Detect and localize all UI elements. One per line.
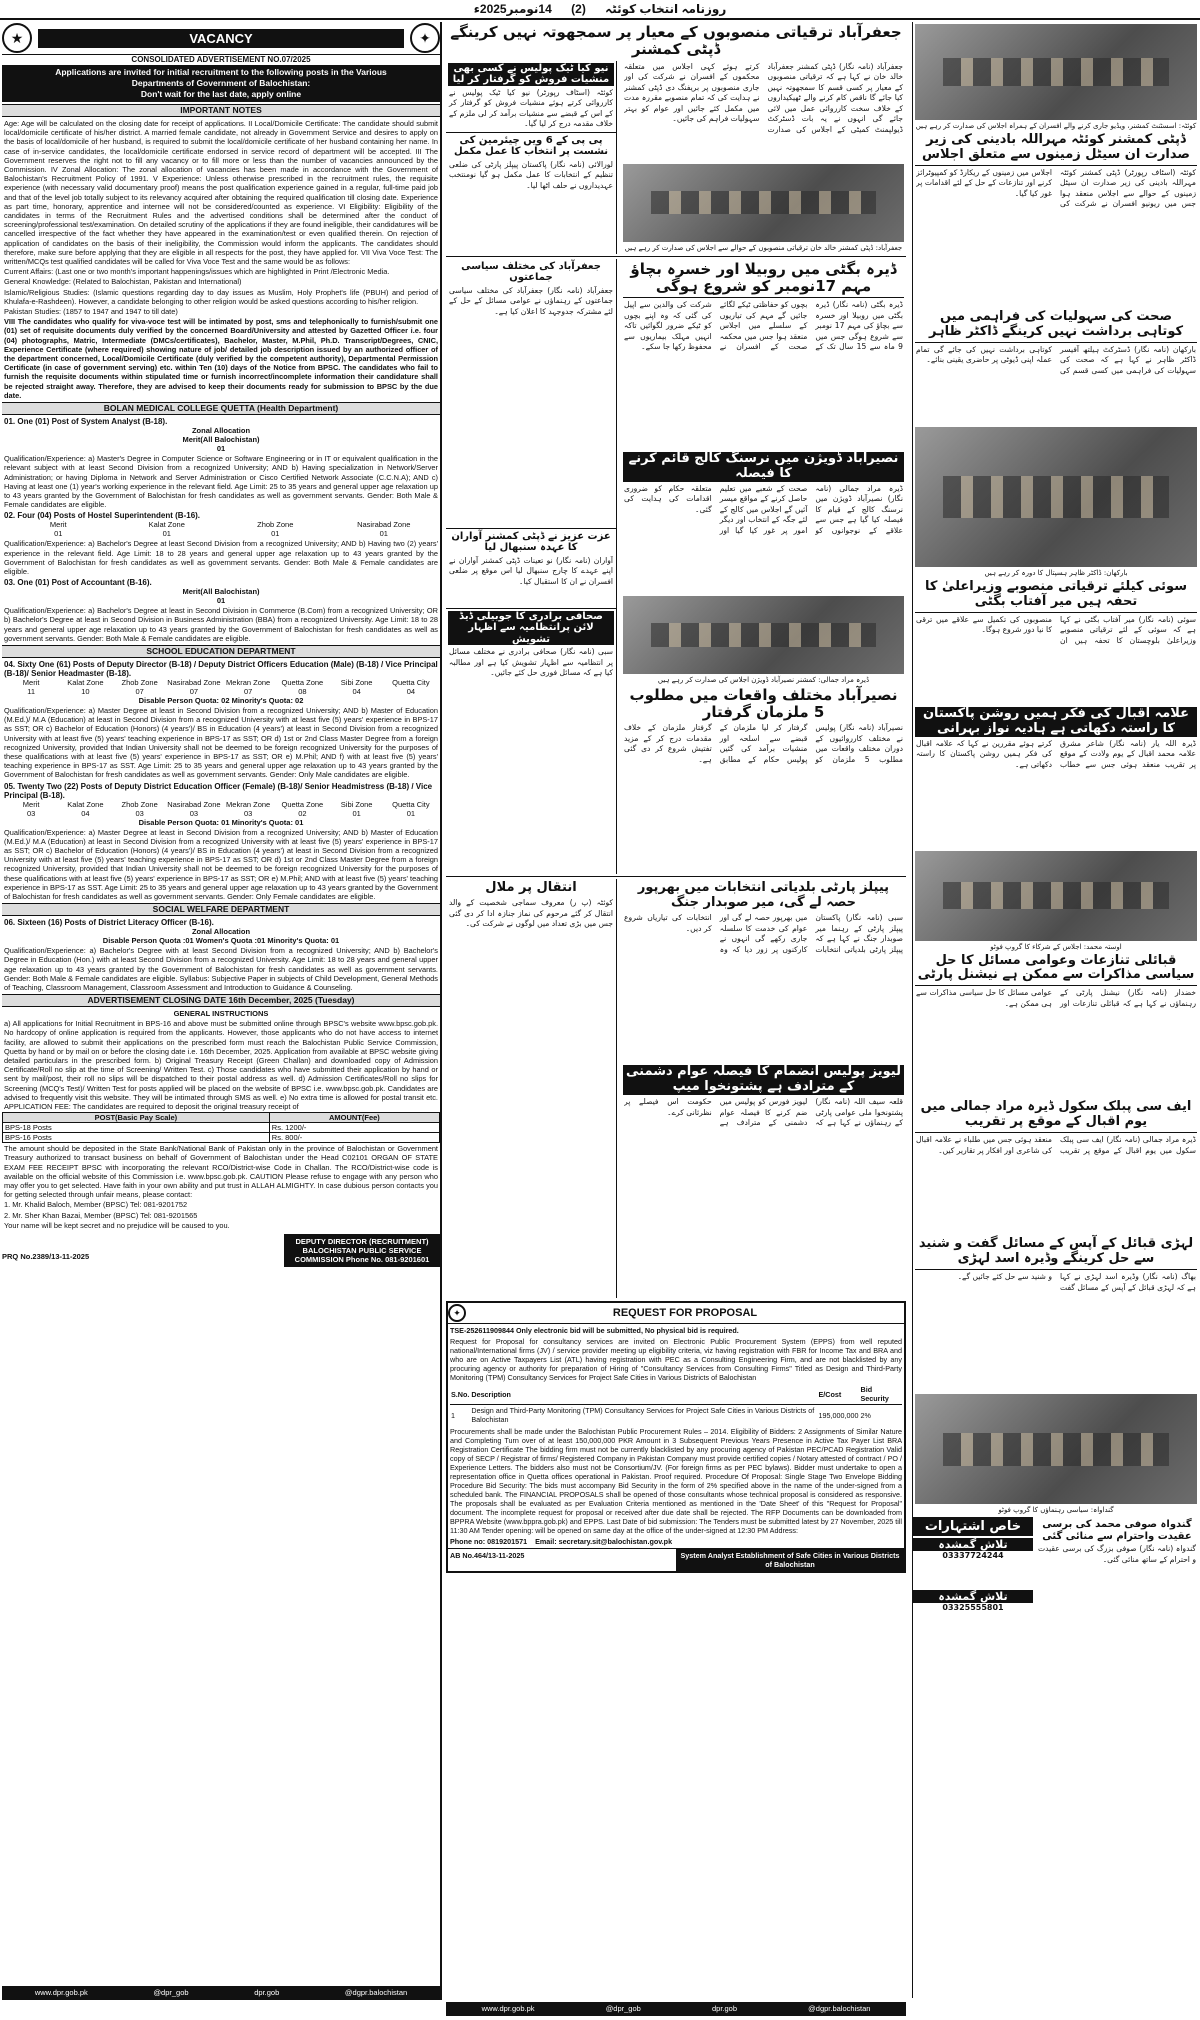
rfp-col-security: Bid Security [860,1384,903,1405]
government-logo-icon: ✦ [448,1304,466,1322]
contact-2: 2. Mr. Sher Khan Bazai, Member (BPSC) Tel: 081-9201565 [4,1210,198,1220]
zone-value: 03 [135,808,144,818]
right-body-6: ڈیرہ مراد جمالی (نامہ نگار) ایف سی پبلک سکول میں یوم اقبال کے موقع پر تقریب منعقد ہوئی جس میں طلباء نے علامہ اقبال کی شاعری اور افکار پر تقاریر کیں۔ [916,1135,1196,1155]
post-04-title: 04. Sixty One (61) Posts of Deputy Director (B-18) / Deputy District Officers Education (Male) (B-18) / Vice Principal (B-18)/ Senior Headmaster (B-18). [4,659,438,678]
post-05-title: 05. Twenty Two (22) Posts of Deputy District Education Officer (Female) (B-18)/ Senior Headmistress (B-18) / Vice Principal (B-18). [4,781,433,800]
signature-box: DEPUTY DIRECTOR (RECRUITMENT) BALOCHISTAN PUBLIC SERVICE COMMISSION Phone No. 081-9201601 [284,1234,440,1267]
post-06-text: Qualification/Experience: a) Bachelor's Degree with at least Second Division from a recognized University; AND b) Bachelor's Degree in Education (Hon.) with at least Second Division from a recognized University. Age Limit: 18 to 28 years and general upper age relaxation up to 43 years granted by the Government of Balochistan for fresh candidates as well as government servants. Gender: Both Male & Female candidates are eligible. Syllabus: Subjective Paper in subjects of Child Development, General Methods of Teaching, Classroom Management, Classroom Assessment and Introduction to Guidance & Counseling. [4,946,438,992]
dept-bmc-heading: BOLAN MEDICAL COLLEGE QUETTA (Health Department) [2,402,440,415]
right-body-1: کوئٹہ (اسٹاف رپورٹر) ڈپٹی کمشنر کوئٹہ مہراللہ بادینی کی زیر صدارت ان سیٹل زمینوں کے حوالے سے اجلاس منعقد ہوا جس میں ریونیو افسران نے شرکت کی اجلاس میں زمینوں کے ریکارڈ کو کمپیوٹرائز کرنے اور تنازعات کے حل کے لئے اقدامات پر غور کیا گیا۔ [916,167,1196,209]
post-03-merit-value: 01 [216,596,226,606]
zone-value: 11 [27,686,36,696]
footer-instagram: @dgpr.balochistan [344,1988,408,1997]
right-headline-2: صحت کی سہولیات کی فراہمی میں کوتاہی برداشت نہیں کرینگے ڈاکٹر ظاہر [915,310,1197,343]
post-01-merit: Merit(All Balochistan) [182,435,260,445]
masthead [0,0,1200,20]
banner-line-3: Don't wait for the last date, apply online [140,89,302,99]
right-bottom-headline: گندواہ صوفی محمد کی برسی عقیدت واحترام سے منائی گئی [1042,1519,1192,1542]
rfp-ab-number: AB No.464/13-11-2025 [450,1551,525,1561]
fee-col-amount: AMOUNT(Fee) [269,1113,439,1123]
footer-instagram: @dgpr.balochistan [808,2004,871,2013]
zone-value: 07 [243,686,253,696]
post-05-quota: Disable Person Quota: 01 Minority's Quota: 01 [138,817,304,827]
rfp-system-analyst: System Analyst Establishment of Safe Cities in Various Districts of Balochistan [676,1549,904,1571]
mid-photo-1 [623,164,904,242]
post-03-title: 03. One (01) Post of Accountant (B-16). [4,578,152,588]
side3-body: جعفرآباد (نامہ نگار) جعفرآباد کی مختلف سیاسی جماعتوں کے رہنماؤں نے عوامی مسائل کے حل کے لئے مشترکہ جدوجہد کا اعلان کیا ہے۔ [449,285,613,316]
rfp-phone: Phone no: 0819201571 [450,1537,528,1547]
right-headline-1: ڈپٹی کمشنر کوئٹہ مہراللہ بادینی کی زیر صدارت ان سیٹل زمینوں سے متعلق اجلاس [915,133,1197,166]
right-bottom-body: گندواہ (نامہ نگار) صوفی بزرگ کی برسی عقیدت و احترام کے ساتھ منائی گئی۔ [1038,1544,1196,1564]
post-06-zone: Zonal Allocation [191,927,251,937]
footer-twitter: @dpr_gob [605,2004,641,2013]
contact-1: 1. Mr. Khalid Baloch, Member (BPSC) Tel: 081-9201752 [4,1200,188,1210]
right-photo-4-caption: گنداواہ: سیاسی رہنماؤں کا گروپ فوٹو [998,1506,1114,1515]
side5-body: سبی (نامہ نگار) صحافی برادری نے مختلف مسائل پر انتظامیہ سے اظہار تشویش کیا ہے اور مطالبہ کیا ہے کہ مسائل فوری حل کئے جائیں۔ [449,647,613,677]
dept-social-heading: SOCIAL WELFARE DEPARTMENT [2,903,440,916]
mid-main-story [621,61,906,254]
bpsc-logo-icon: ★ [2,23,32,53]
right-body-4: ڈیرہ اللہ یار (نامہ نگار) شاعر مشرق علامہ محمد اقبال کے یوم ولادت کے موقع پر تقریب منعقد ہوئی جس سے خطاب کرتے ہوئے مقررین نے کہا کہ علامہ اقبال کی فکر ہمیں روشن پاکستان کا راستہ دکھاتی ہے۔ [916,738,1196,769]
side2-headline: پی پی کے 6 ویں چیئرمین کی نشست پر انتخاب کا عمل مکمل [453,134,609,157]
rfp-table [450,1384,902,1425]
footer-website: www.dpr.gob.pk [34,1988,88,1997]
zone-header: Sibi Zone [340,677,373,687]
post-03-merit: Merit(All Balochistan) [182,587,260,597]
zone-header: Nasirabad Zone [357,520,411,530]
rfp-col-description: Description [470,1384,817,1405]
side6-headline: انتقال پر ملال [485,880,577,896]
rfp-body: Procurements shall be made under the Balochistan Public Procurement Rules – 2014. Eligibility of Bidders: 2 Assignments of Similar Nature and Completing Turn over of at least 150,000,000 PKR Amount in 3 Subsequent Previous Years Presence in Active Tax Payer List BRA Registration Certificate The bidding firm must not be currently blacklisted by any procuring agency of Pakistan PEC/PCAD Registration Valid copy of SECP / Registrar of firms/ Registered Company in Pakistan Company must provide certified copies / Notary attested of contract / PO / Experience Letters. The bidders also must not be Consortium/JV. (For foreign firms as per PEC bylaws). Bidder must undertake to open a representation office in Quetta offices operational in Pakistan. Proof required. Procedure Of Proposal: Single Stage Two Envelope Bidding Procedure Bid Security: The bids must accompany Bid Security in the form of 2% specified above in the name of the under-signed from a scheduled bank. The FINANCIAL PROPOSALS shall be opened of those consultants whose technical proposal is considered as responsive. The proposals shall be evaluated as per Evaluation Criteria mentioned as mentioned in the 'Date Sheet' of this "Request for Proposal" document. The incomplete request for proposal or received after due date shall be rejected. The RFP Documents can be downloaded from BPPRA Website (www.bppra.gob.pk) and EPPS. Last Date of bid submission: The Tenders must be submitted latest by 27 November, 2025 till 11:30 AM Tender opening: will be opened on same day at the office of the under-signed at 12:30 PM Address: [450,1427,902,1536]
footer-twitter: @dpr_gob [153,1988,189,1997]
right-photo-4 [915,1394,1197,1504]
mid-body-4: نصیرآباد (نامہ نگار) پولیس نے مختلف کارروائیوں کے دوران مختلف واقعات میں مطلوب 5 ملزمان کو گرفتار کر لیا ملزمان کے قبضے سے اسلحہ اور منشیات برآمد کی گئیں پولیس حکام کے مطابق گرفتار ملزمان کے خلاف مقدمات درج کر کے مزید تفتیش شروع کر دی گئی ہے۔ [624,723,903,764]
zone-header: Kalat Zone [67,677,104,687]
mid-row-3-main [621,879,906,1298]
fee-post: BPS-18 Posts [3,1123,270,1133]
rfp-col-sno: S.No. [450,1384,470,1405]
closing-date: ADVERTISEMENT CLOSING DATE 16th December, 2025 (Tuesday) [2,994,440,1007]
post-06-title: 06. Sixteen (16) Posts of District Literacy Officer (B-16). [4,918,214,928]
notes-text: Age: Age will be calculated on the closing date for receipt of applications. II Local/Domicile Certificate: The candidate should submit local/domicile certificate of his/her district. A married female candidate, not already in Government Service and desires to apply on the basis of local/domicile of her husband, is required to submit the local/domicile certificate of her husband containing her name. In case of in-service candidates, the local/domicile certificate endorsed in service record of department will be accepted. III The Government reserves the right not to fill any vacancy or to fill more or less than the number of vacancies announced by the Commission. IV Zonal Allocation: The zonal allocation of vacancies has been made in accordance with the Government of Balochistan's Recruitment Policy of 1991. V Experience: Unless otherwise prescribed in the recruitment rules, the requisite experience (with necessary valid documentary proof) means the post qualification experience gained in a regular, full-time paid job and that of the level job totally subject to its relevancy acquired after obtaining the required qualification till closing date. Experience as part time, honorary, apprentice and internee will not be considered/counted as experience. VI Eligibility: Eligibility of the candidates in terms of the Recruitment Rules and the advertised conditions shall be determined after the conduct of screening/professional test/examination. On detailed scrutiny of the applications if they are found ineligible, their candidatures will be cancelled irrespective of the fact whether they have appeared in the examination/test or even qualified therein. On rejection of application of candidates on the basis of their ineligibility, the Commission would inform the applicants. The candidates should therefore, make sure before applying that they are eligible in all respects for the post, they have applied for. VII Viva Voce Test: The written/MCQs test qualified candidates will be called for Viva Voce Test and the same would be as follows: [4,119,438,267]
classified-story [1035,1517,1199,1695]
zone-header: Kalat Zone [148,520,185,530]
viii-text: VIII The candidates who qualify for viva-voce test will be intimated by post, sms and telephonically to furnish/submit one (01) set of requisite documents duly verified by the concerned Board/University and attested by Gazetted Officer i.e. four (04) photographs, Matric, Intermediate (DMCs/certificates), Bachelor, Master, M.Phil, Ph.D. Transcript/Degrees, CNIC, Experience Certificate (where required) showing nature of job/ detailed job description issued by an authorized officer of the department concerned, Local/Domicile Certificate (duly verified by the competent authority), Departmental Permission Certificate (in case of government serving) etc. within Ten (10) days of the Notice from BPSC. The candidates who fail to furnish the requisite documents within stipulated time or furnish incorrect/incomplete information their candidature shall be rejected straight away. Therefore, they are advised to keep their documents ready for submission to BPSC by the due date. [4,317,438,400]
post-04-zone-values [4,687,438,696]
right-headline-6: ایف سی پبلک سکول ڈیرہ مراد جمالی میں یوم اقبال کے موقع پر تقریب [915,1100,1197,1133]
table-row [3,1123,440,1133]
mid-top-row [446,61,906,254]
rfp-contact [450,1537,902,1546]
post-05-zone-headers [4,800,438,809]
mid-top-body: جعفرآباد (نامہ نگار) ڈپٹی کمشنر جعفرآباد خالد خان نے کہا ہے کہ ترقیاتی منصوبوں کے معیار پر کسی قسم کا سمجھوتہ نہیں کیا جائے گا ناقص کام کرنے والے ٹھیکیداروں کے خلاف سخت کارروائی عمل میں لائی جائے گی انہوں نے یہ بات ڈسٹرکٹ ڈیولپمنٹ کمیٹی کے اجلاس کی صدارت کرتے ہوئے کہی اجلاس میں متعلقہ محکموں کے افسران نے شرکت کی اور جاری منصوبوں پر بریفنگ دی ڈپٹی کمشنر نے ہدایت کی کہ تمام منصوبے مقررہ مدت میں مکمل کئے جائیں اور عوام کو بہتر سہولیات فراہم کی جائیں۔ [624,61,903,134]
zone-value: 03 [243,808,253,818]
right-headline-7: لہڑی قبائل کے آپس کے مسائل گفت و شنید سے حل کرینگے وڈیرہ اسد لہڑی [915,1237,1197,1270]
zone-header: Merit [22,677,40,687]
classified-2-phone: 03325555801 [942,1603,1004,1613]
rfp-advertisement [446,1301,906,1573]
advertisement-number: CONSOLIDATED ADVERTISEMENT NO.07/2025 [131,55,311,64]
rfp-col-cost: E/Cost [818,1384,860,1405]
post-04-text: Qualification/Experience: a) Master Degree at least in Second Division from a recognized University; AND b) Master of Education (M.Ed.)/ M.A (Education) at least in Second Division from a recognized University with at least five (5) years' experience in BPS-17 as SST; OR c) Bachelor of Education (Honors) (4 years')/ BS in Education (4 years') at least in Second Division from a recognized University with at least five (5) years' teaching experience in BPS-17 as SST; OR d) 1st or 2nd Class Master Degree from a foreign recognized University, provided that Indian University shall not be deemed to be foreign recognized University for the purposes of these qualifications with at least five (5) years' experience in BPS-17 as SST; OR e) M.Phil; AND f) with at least five (5) years' teaching experience in BPS-17 as SST. Age Limit: 25 to 35 years and general upper age relaxation up to 43 years granted by the Government of Balochistan for fresh candidates as well as government servants. Gender: Only Male candidates are eligible. [4,705,438,780]
mid-body-5: سبی (نامہ نگار) پاکستان پیپلز پارٹی کے رہنما میر صوبدار جنگ نے کہا ہے کہ پیپلز پارٹی بلدیاتی انتخابات میں بھرپور حصہ لے گی اور عوام کی خدمت کا سلسلہ جاری رکھے گی انہوں نے کارکنوں پر زور دیا کہ وہ انتخابات کی تیاریاں شروع کر دیں۔ [624,913,903,954]
masthead-paper: روزنامہ انتخاب کوئٹہ [605,2,727,16]
fee-table-header [3,1113,440,1123]
zone-value: 07 [189,686,199,696]
side6-body: کوئٹہ (پ ر) معروف سماجی شخصیت کے والد انتقال کر گئے مرحوم کی نماز جنازہ ادا کر دی گئی جس میں بڑی تعداد میں لوگوں نے شرکت کی۔ [449,898,613,929]
masthead-page: (2) [571,2,586,16]
zone-value: 10 [81,686,90,696]
vacancy-footer-bar [2,1986,440,2000]
contact-note: Your name will be kept secret and no prejudice will be caused to you. [4,1220,230,1230]
classified-2-title: تلاش گمشدہ [913,1590,1033,1603]
divider [446,528,616,529]
classified-ads [913,1517,1033,1695]
zone-header: Quetta Zone [281,677,324,687]
zone-header: Quetta City [392,677,430,687]
mid-photo-2-caption: ڈیرہ مراد جمالی: کمشنر نصیرآباد ڈویژن اجلاس کی صدارت کر رہے ہیں [657,675,870,684]
mid-row-3-side [446,879,617,1298]
table-row [450,1405,902,1426]
zone-header: Zhob Zone [121,677,158,687]
zone-header: Merit [49,520,67,530]
vacancy-title: VACANCY [38,29,404,48]
classified-1-title: تلاش گمشدہ [913,1538,1033,1551]
right-headline-3: سوئی کیلئے ترقیاتی منصوبے وزیراعلیٰ کا تحفہ ہیں میر آفتاب بگٹی [915,580,1197,613]
instructions-text: a) All applications for Initial Recruitment in BPS-16 and above must be submitted online through BPSC's website www.bpsc.gob.pk. No hardcopy of online application is required from the applicants. However, those applicants who do not have access to internet facility, are allowed to submit their applications on the prescribed form must reach the Balochistan Public Service Commission, Quetta by hand or by mail on or before the closing date i.e. 16th December, 2025. Application from available at BPSC website giving detailed particulars in the prescribed form. b) Original Treasury Receipt (Green Challan) and downloaded copy of Admission Certificate/Roll no slip at the time of Screening/ Written Test. c) Those candidates who have submitted their application by hand or sent by mail/post, their roll no slips will be dispatched to their postal address as well. d) Admission Certificates/Roll no slips for Screening (MCQ's Test)/ Written Test for posts applied will be placed on the website of BPSC i.e. www.bpsc.gob.pk. Candidates are advised to frequently visit this website. They will be intimated through SMS as well. e) No extra time is allowed for postal transit etc. APPLICATION FEE: The candidates are required to deposit the original treasury receipt of [4,1019,438,1112]
mid-row-3 [446,879,906,1298]
prq-number: PRQ No.2389/13-11-2025 [2,1252,90,1262]
divider [446,608,616,609]
general-instructions-heading: GENERAL INSTRUCTIONS [173,1009,269,1019]
vacancy-advertisement [2,22,442,2000]
zone-header: Sibi Zone [340,799,373,809]
rfp-bottom [448,1548,904,1571]
middle-news-column [446,22,906,1998]
signature-block [2,1234,440,1267]
mid-body-3: ڈیرہ مراد جمالی (نامہ نگار) نصیرآباد ڈویژن میں نرسنگ کالج کے قیام کا فیصلہ کیا گیا ہے جس سے علاقے کے نوجوانوں کو صحت کے شعبے میں تعلیم حاصل کرنے کے مواقع میسر آئیں گے اجلاس میں کالج کے لئے جگہ کے انتخاب اور دیگر امور پر غور کیا گیا اور متعلقہ حکام کو ضروری اقدامات کی ہدایت کی گئی۔ [624,483,903,535]
mid-body-2: ڈیرہ بگٹی (نامہ نگار) ڈیرہ بگٹی میں روبیلا اور خسرہ سے بچاؤ کی مہم 17 نومبر سے شروع ہوگی جس میں 9 ماہ سے 15 سال تک کے بچوں کو حفاظتی ٹیکے لگائے جائیں گے مہم کی تیاریوں کے سلسلے میں اجلاس منعقد ہوا جس میں محکمہ صحت کے افسران نے شرکت کی والدین سے اپیل کی گئی کہ وہ اپنے بچوں کو ٹیکے ضرور لگوائیں تاکہ انہیں مہلک بیماریوں سے محفوظ رکھا جا سکے۔ [624,300,903,351]
footer-website: www.dpr.gob.pk [481,2004,535,2013]
side2-body: لورالائی (نامہ نگار) پاکستان پیپلز پارٹی کی ضلعی تنظیم کے انتخابات کا عمل مکمل ہو گیا نومنتخب عہدیداروں نے حلف اٹھا لیا۔ [449,159,613,190]
right-body-3: سوئی (نامہ نگار) میر آفتاب بگٹی نے کہا ہے کہ سوئی کے لئے ترقیاتی منصوبے وزیراعلیٰ بلوچستان کا تحفہ ہیں ان منصوبوں کی تکمیل سے علاقے میں ترقی کا نیا دور شروع ہوگا۔ [916,614,1196,645]
rfp-cell: 1 [451,1410,455,1420]
mid-side-stories [446,61,617,254]
zone-value: 07 [135,686,144,696]
zone-value: 02 [298,808,307,818]
banner-line-2: Departments of Government of Balochistan: [131,78,311,88]
post-01-title: 01. One (01) Post of System Analyst (B-18). [4,417,168,427]
general-knowledge: General Knowledge: (Related to Balochistan, Pakistan and International) [4,277,242,287]
zone-value: 01 [162,529,171,539]
post-05-zone-values [4,809,438,818]
post-05-text: Qualification/Experience: a) Master Degree at least in Second Division from a recognized University; AND b) Master of Education (M.Ed.)/ M.A (Education) at least in Second Division from a recognized University with at least five (5) years' experience in BPS-17 as SST; OR c) Bachelor of Education (Honors) (4 years')/ BS in Education (4 years') at least in Second Division from a recognized University with at least five (5) years' teaching experience in BPS-17 as SST; OR d) 1st or 2nd Class Master Degree from a foreign recognized University, provided that Indian University shall not be deemed to be foreign recognized University for the purposes of these qualifications with at least five (5) years' experience in BPS-17 as SST; OR e) M.Phil; AND with at least five (5) years' teaching experience in BPS-17 as SST. Age Limit: 25 to 35 years and general upper age relaxation up to 43 years granted by the Government of Balochistan for fresh candidates as well as government servants. Gender: Only Female candidates are eligible. [4,827,438,901]
zone-value: 04 [352,686,361,696]
zone-value: 01 [406,808,416,818]
rfp-cell: 195,000,000 [818,1410,859,1420]
post-01-text: Qualification/Experience: a) Master's Degree in Computer Science or Software Engineering or in IT or equivalent qualification in the relevant subject with at least Second Division from a recognized University; AND b) Having specialization in Network/Server Administration; or having Diploma in Network and Server Administration or Cisco Certified Network Associate (C.C.N.A); AND c) Having at least one (1) year's working experience in the relevant field. Age Limit: 25 to 35 years and general upper age relaxation up to 43 years granted by the Government of Balochistan for fresh candidates as well as government servants. Gender: Both Male & Female candidates are eligible. [4,454,438,510]
mid-headline-2: ڈیرہ بگٹی میں روبیلا اور خسرہ بچاؤ مہم 17نومبر کو شروع ہوگی [623,261,904,299]
vacancy-banner [2,65,440,102]
post-01-zone: Zonal Allocation [191,426,251,436]
right-headline-4: علامہ اقبال کی فکر ہمیں روشن پاکستان کا راستہ دکھاتی ہے ہادیہ نواز بہرانی [915,707,1197,737]
mid-headline-3: نصیرآباد ڈویژن میں نرسنگ کالج قائم کرنے کا فیصلہ [623,452,904,482]
fee-post: BPS-16 Posts [3,1133,270,1143]
post-02-title: 02. Four (04) Posts of Hostel Superintendent (B-16). [4,511,201,521]
zone-header: Nasirabad Zone [167,799,221,809]
right-news-column [912,22,1199,1998]
post-02-zone-headers [4,520,438,529]
right-photo-2-caption: بارکھان: ڈاکٹر ظاہر ہسپتال کا دورہ کر رہے ہیں [984,568,1128,577]
side4-body: آواران (نامہ نگار) نو تعینات ڈپٹی کمشنر آواران نے اپنے عہدے کا چارج سنبھال لیا اس موقع پر ضلعی افسران نے ان کا استقبال کیا۔ [449,555,613,586]
rfp-title: REQUEST FOR PROPOSAL [612,1307,758,1320]
zone-header: Mekran Zone [226,677,271,687]
zone-header: Zhob Zone [121,799,158,809]
mid-headline-5: پیپلز پارٹی بلدیاتی انتخابات میں بھرپور حصہ لے گی، میر صوبدار جنگ [637,880,890,911]
zone-header: Kalat Zone [67,799,104,809]
right-photo-1 [915,24,1197,120]
zone-header: Mekran Zone [226,799,271,809]
mid-body-6: قلعہ سیف اللہ (نامہ نگار) پشتونخوا ملی عوامی پارٹی کے رہنماؤں نے کہا ہے کہ لیویز فورس کو پولیس میں ضم کرنے کا فیصلہ عوام دشمنی کے مترادف ہے حکومت اس فیصلے پر نظرثانی کرے۔ [624,1097,903,1128]
rfp-intro: Request for Proposal for consultancy services are invited on Electronic Public Procurement System (EPPS) from well reputed national/International firms (JV) / service provider meeting up eligibility criteria, viz having registration with FBR for Income Tax and BRA and who are on Active Taxpayers List (ATL) having registration with PEC as a Consulting Engineering Firm, and are not blacklisted by any procuring agency or authority for preparation of Hiring of "Consultancy Services from Consulting Firms" Titled as Design and Third-Party Monitoring (TPM) Consultancy Services for Project Safe Cities in Various Districts of Balochistan [450,1337,902,1383]
classified-1-phone: 03337724244 [942,1551,1004,1561]
right-photo-2 [915,427,1197,567]
divider [446,256,906,257]
islamic-studies: Islamic/Religious Studies: (Islamic questions regarding day to day issues as Muslim, Holy Prophet's life (PBUH) and period of Khulafa-e-Rashdeen). However, a candidate belonging to other religion would be asked questions according to his/her religion. [4,287,438,306]
current-affairs: Current Affairs: (Last one or two month's important happenings/issues which are highlighted in Print /Electronic Media. [4,267,390,277]
rfp-footer-bar [446,2002,906,2016]
fee-col-post: POST(Basic Pay Scale) [3,1113,270,1123]
side4-headline: عزت عزیز نے ڈپٹی کمشنر آواران کا عہدہ سنبھال لیا [451,530,611,553]
balochistan-logo-icon: ✦ [410,23,440,53]
classified-section [913,1517,1199,1695]
zone-value: 04 [406,686,416,696]
fee-amount: Rs. 800/- [269,1133,439,1143]
side1-body: کوئٹہ (اسٹاف رپورٹر) نیو کیا ٹیک پولیس نے کارروائی کرتے ہوئے منشیات فروش کو گرفتار کر کے اس کے قبضے سے منشیات برآمد کر لی ملزم کے خلاف مقدمہ درج کر لیا گیا۔ [449,87,613,128]
dept-school-heading: SCHOOL EDUCATION DEPARTMENT [2,645,440,658]
vacancy-header [2,22,440,55]
banner-line-1: Applications are invited for initial recruitment to the following posts in the Various [55,67,387,77]
rfp-table-header [450,1384,902,1405]
rfp-cell: Design and Third-Party Monitoring (TPM) Consultancy Services for Project Safe Cities in Various Districts of Balochistan [471,1406,815,1425]
important-notes-heading: IMPORTANT NOTES [2,104,440,117]
zone-value: 04 [81,808,90,818]
rfp-cell: 2% [860,1410,871,1420]
right-body-2: بارکھان (نامہ نگار) ڈسٹرکٹ ہیلتھ آفیسر ڈاکٹر ظاہر نے کہا ہے کہ صحت کی سہولیات کی فراہمی میں کسی قسم کی کوتاہی برداشت نہیں کی جائے گی تمام عملہ اپنی ڈیوٹی پر حاضری یقینی بنائے۔ [916,344,1196,375]
zone-header: Merit [22,799,40,809]
post-06-quota: Disable Person Quota :01 Women's Quota :01 Minority's Quota: 01 [102,936,340,946]
post-02-zone-values [4,529,438,538]
mid-photo-2 [623,596,904,674]
zone-value: 01 [352,808,361,818]
post-02-text: Qualification/Experience: a) Bachelor's Degree at least Second Division from a recognized University; AND b) Having two (2) years' experience in the relevant field. Age Limit: 18 to 28 years and general upper age relaxation up to 43 years granted by the Government of Balochistan for fresh candidates as well as government servants. Gender: Both Male & Female candidates are eligible. [4,539,438,576]
mid-top-headline: جعفرآباد ترقیاتی منصوبوں کے معیار پر سمجھوتہ نہیں کرینگے ڈپٹی کمشنر [450,23,902,59]
classified-title: خاص اشتہارات [913,1517,1033,1536]
mid-row-2-main [621,259,906,875]
post-04-quota: Disable Person Quota: 02 Minority's Quota: 02 [138,695,304,705]
right-photo-3 [915,851,1197,941]
zone-value: 01 [54,529,63,539]
mid-headline-6: لیویز پولیس انضمام کا فیصلہ عوام دشمنی کے مترادف ہے پشتونخوا میپ [623,1065,904,1095]
post-03-text: Qualification/Experience: a) Bachelor's Degree at least in Second Division in Commerce (B.Com) from a recognized University; OR b) Bachelor's Degree at least in Second Division in Business Administration (BBA) from a recognized University. Age Limit: 18 to 28 years and general upper age relaxation up to 43 years granted by the Government of Balochistan for fresh candidates as well as government servants. Gender: Both Male & Female candidates are eligible. [4,606,438,643]
zone-value: 01 [271,529,280,539]
masthead-date: 14نومبر2025ء [473,2,552,16]
right-body-7: بھاگ (نامہ نگار) وڈیرہ اسد لہڑی نے کہا ہے کہ لہڑی قبائل کے آپس کے مسائل گفت و شنید سے حل کئے جائیں گے۔ [957,1272,1196,1292]
zone-header: Zhob Zone [257,520,294,530]
divider [446,132,616,133]
right-headline-5: قبائلی تنازعات وعوامی مسائل کا حل سیاسی مذاکرات سے ممکن ہے نیشنل پارٹی [915,954,1197,987]
side3-headline: جعفرآباد کی مختلف سیاسی جماعتوں [461,260,601,283]
zone-header: Nasirabad Zone [167,677,221,687]
right-photo-3-caption: اوستہ محمد: اجلاس کے شرکاء کا گروپ فوٹو [990,942,1122,951]
fee-amount: Rs. 1200/- [269,1123,439,1133]
post-04-zone-headers [4,678,438,687]
zone-header: Quetta City [392,799,430,809]
zone-value: 03 [26,808,36,818]
mid-photo-1-caption: جعفرآباد: ڈپٹی کمشنر خالد خان ترقیاتی منصوبوں کے حوالے سے اجلاس کی صدارت کر رہے ہیں [624,243,903,252]
rfp-header [448,1303,904,1324]
rfp-tse: TSE-252611909844 Only electronic bid will be submitted, No physical bid is required. [450,1326,739,1336]
fee-table [2,1112,440,1143]
divider [446,876,906,877]
zone-header: Quetta Zone [281,799,324,809]
mid-headline-4: نصیرآباد مختلف واقعات میں مطلوب 5 ملزمان گرفتار [629,685,898,722]
post-01-merit-value: 01 [216,444,226,454]
mid-row-2-side [446,259,617,875]
rfp-email: Email: secretary.sit@balochistan.gov.pk [535,1537,673,1547]
zone-value: 08 [298,686,307,696]
side5-headline: صحافی برادری کا جوبیلی ڈیڈ لائن پرانتظامیہ سے اظہار تشویش [448,611,614,646]
zone-value: 01 [379,529,388,539]
right-photo-1-caption: کوئٹہ: اسسٹنٹ کمشنر، ویڈیو جاری کرنے والے افسران کے ہمراہ اجلاس کی صدارت کر رہے ہیں [915,122,1197,130]
side1-headline: نیو کیا ٹیک پولیس نے کسی بھی منشیات فروش کو گرفتار کر لیا [448,63,614,86]
table-row [3,1133,440,1143]
right-body-5: خضدار (نامہ نگار) نیشنل پارٹی کے رہنماؤں نے کہا ہے کہ قبائلی تنازعات اور عوامی مسائل کا حل سیاسی مذاکرات سے ہی ممکن ہے۔ [916,988,1196,1008]
pakistan-studies: Pakistan Studies: (1857 to 1947 and 1947 to till date) [4,307,178,317]
fee-text: The amount should be deposited in the State Bank/National Bank of Pakistan only in the province of Balochistan or Government Treasury authorized to transact business on behalf of Government of Balochistan under the Head C02101 ORGAN OF STATE EXAM FEE RECEIPT BPSC with incorporating the relevant RCO/District-wise Code in Challan. The RCO/District-wise code is available on the official website of this Commission i.e. www.bpsc.gob.pk. CAUTION Please refuse to engage with any person who may offer you to get selected. Have faith in your own ability and put trust in ALLAH ALMIGHTY. In case dubious person contacts you for getting selected through unfair means, please contact: [4,1144,438,1200]
footer-facebook: dpr.gob [254,1988,280,1997]
zone-value: 03 [189,808,199,818]
footer-facebook: dpr.gob [711,2004,738,2013]
mid-row-2 [446,259,906,875]
